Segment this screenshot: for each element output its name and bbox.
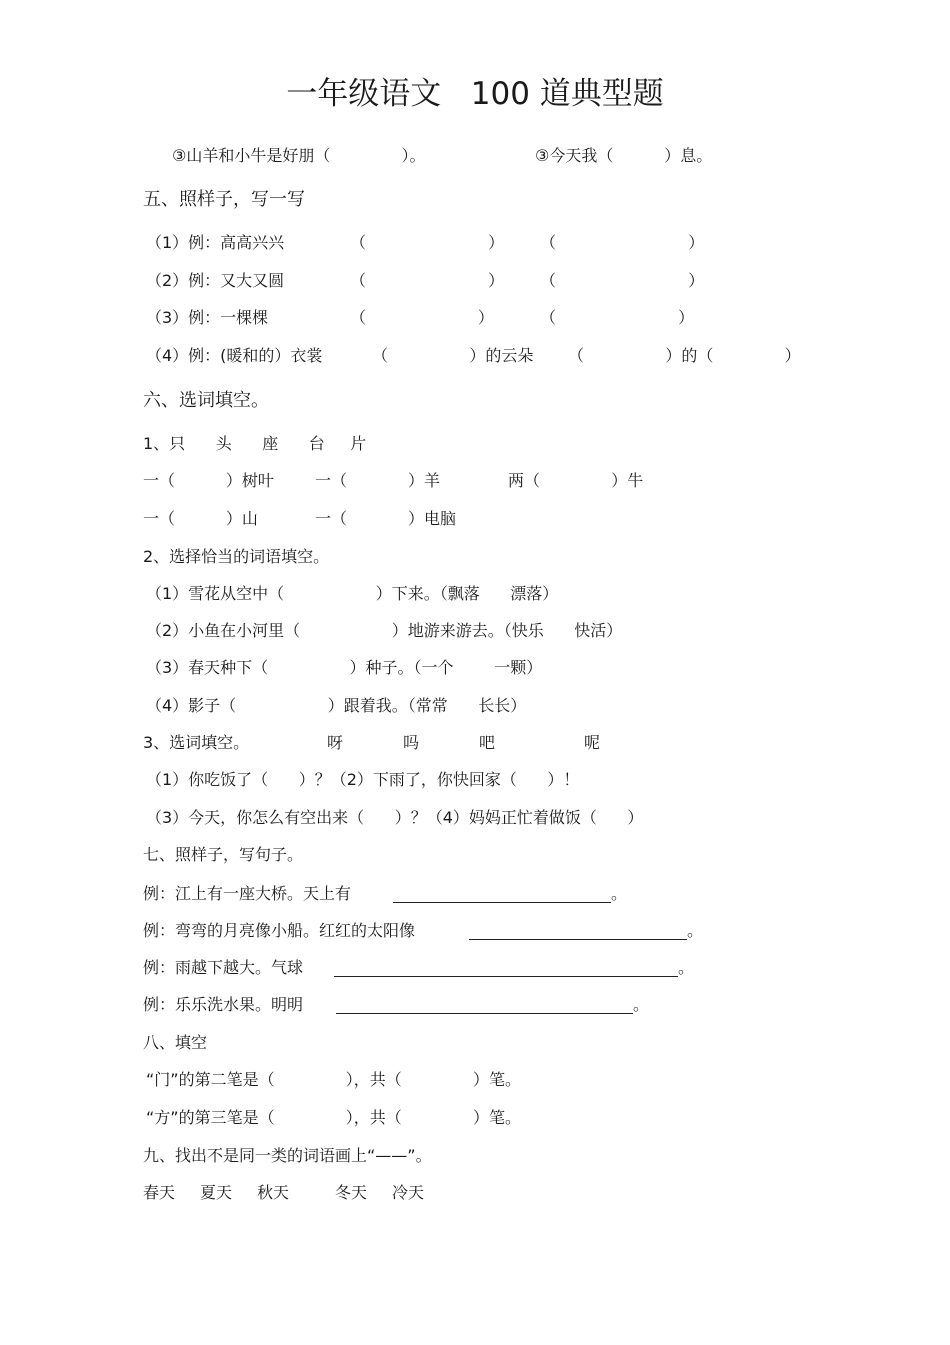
section5-row3-blank1: （ ） — [350, 308, 494, 327]
section6-q2-item1: （1）雪花从空中（ ）下来。（飘落 漂落） — [146, 584, 559, 603]
section5-row2-blank2: （ ） — [540, 271, 705, 290]
section6-q3-word-4: 呢 — [584, 733, 601, 752]
carry-over-item-a: ③山羊和小牛是好朋（ ）。 — [172, 146, 426, 165]
section7-item1-end: 。 — [611, 884, 628, 903]
section6-q1-line1-b: 一（ ）羊 — [315, 471, 441, 490]
section6-q3-word-2: 吗 — [403, 733, 420, 752]
section9-word-1: 春天 — [143, 1183, 176, 1202]
section7-heading: 七、照样子，写句子。 — [143, 845, 304, 864]
section7-item3-end: 。 — [678, 958, 695, 977]
section6-q2-label: 2、选择恰当的词语填空。 — [143, 547, 330, 566]
section7-item4-text: 例：乐乐洗水果。明明 — [143, 995, 304, 1014]
section7-item2-answer-line — [469, 939, 687, 940]
section6-q3-line1: （1）你吃饭了（ ）？（2）下雨了，你快回家（ ）！ — [146, 770, 580, 789]
section6-q1-line1-c: 两（ ）牛 — [508, 471, 644, 490]
section7-item4-end: 。 — [633, 995, 650, 1014]
section6-q3-word-3: 吧 — [479, 733, 496, 752]
section6-q2-item4: （4）影子（ ）跟着我。（常常 长长） — [146, 696, 527, 715]
page-title: 一年级语文 100 道典型题 — [286, 76, 664, 112]
section6-q1-line2-a: 一（ ）山 — [143, 509, 258, 528]
section7-item2-end: 。 — [687, 921, 704, 940]
section6-q1-line2-b: 一（ ）电脑 — [315, 509, 457, 528]
section7-item3-answer-line — [334, 976, 678, 977]
section6-q2-item2: （2）小鱼在小河里（ ）地游来游去。（快乐 快活） — [146, 621, 623, 640]
section7-item1-answer-line — [393, 902, 611, 903]
section7-item1-text: 例：江上有一座大桥。天上有 — [143, 884, 352, 903]
section7-item2-text: 例：弯弯的月亮像小船。红红的太阳像 — [143, 921, 416, 940]
section8-item2: “方”的第三笔是（ ），共（ ）笔。 — [146, 1108, 521, 1127]
section6-q3-label: 3、选词填空。 — [143, 733, 250, 752]
section6-q3-word-1: 呀 — [327, 733, 344, 752]
section5-row4-example: （4）例：(暖和的）衣裳 — [146, 346, 323, 365]
section5-row3-blank2: （ ） — [540, 308, 695, 327]
section7-item4-answer-line — [336, 1013, 633, 1014]
section6-q1-label: 1、只 头 座 台 片 — [143, 434, 367, 453]
section6-q2-item3: （3）春天种下（ ）种子。（一个 一颗） — [146, 658, 543, 677]
section6-q1-line1-a: 一（ ）树叶 — [143, 471, 274, 490]
section5-row4-part2: （ ）的（ ） — [568, 346, 801, 365]
section9-word-2: 夏天 — [200, 1183, 233, 1202]
section5-row2-example: （2）例：又大又圆 — [146, 271, 285, 290]
section6-heading: 六、选词填空。 — [143, 390, 269, 411]
section5-row1-example: （1）例：高高兴兴 — [146, 233, 285, 252]
section5-row1-blank2: （ ） — [540, 233, 705, 252]
section5-heading: 五、照样子，写一写 — [143, 189, 305, 210]
section8-item1: “门”的第二笔是（ ），共（ ）笔。 — [146, 1070, 521, 1089]
section5-row2-blank1: （ ） — [350, 271, 505, 290]
section9-word-3: 秋天 — [257, 1183, 290, 1202]
carry-over-item-b: ③今天我（ ）息。 — [535, 146, 713, 165]
section5-row4-part1: （ ）的云朵 — [372, 346, 534, 365]
section7-item3-text: 例：雨越下越大。气球 — [143, 958, 304, 977]
section9-word-5: 冷天 — [392, 1183, 425, 1202]
section9-word-4: 冬天 — [335, 1183, 368, 1202]
section5-row1-blank1: （ ） — [350, 233, 505, 252]
section9-heading: 九、找出不是同一类的词语画上“——”。 — [143, 1146, 432, 1165]
section5-row3-example: （3）例：一棵棵 — [146, 308, 269, 327]
section8-heading: 八、填空 — [143, 1033, 208, 1052]
section6-q3-line2: （3）今天，你怎么有空出来（ ）？（4）妈妈正忙着做饭（ ） — [146, 808, 644, 827]
